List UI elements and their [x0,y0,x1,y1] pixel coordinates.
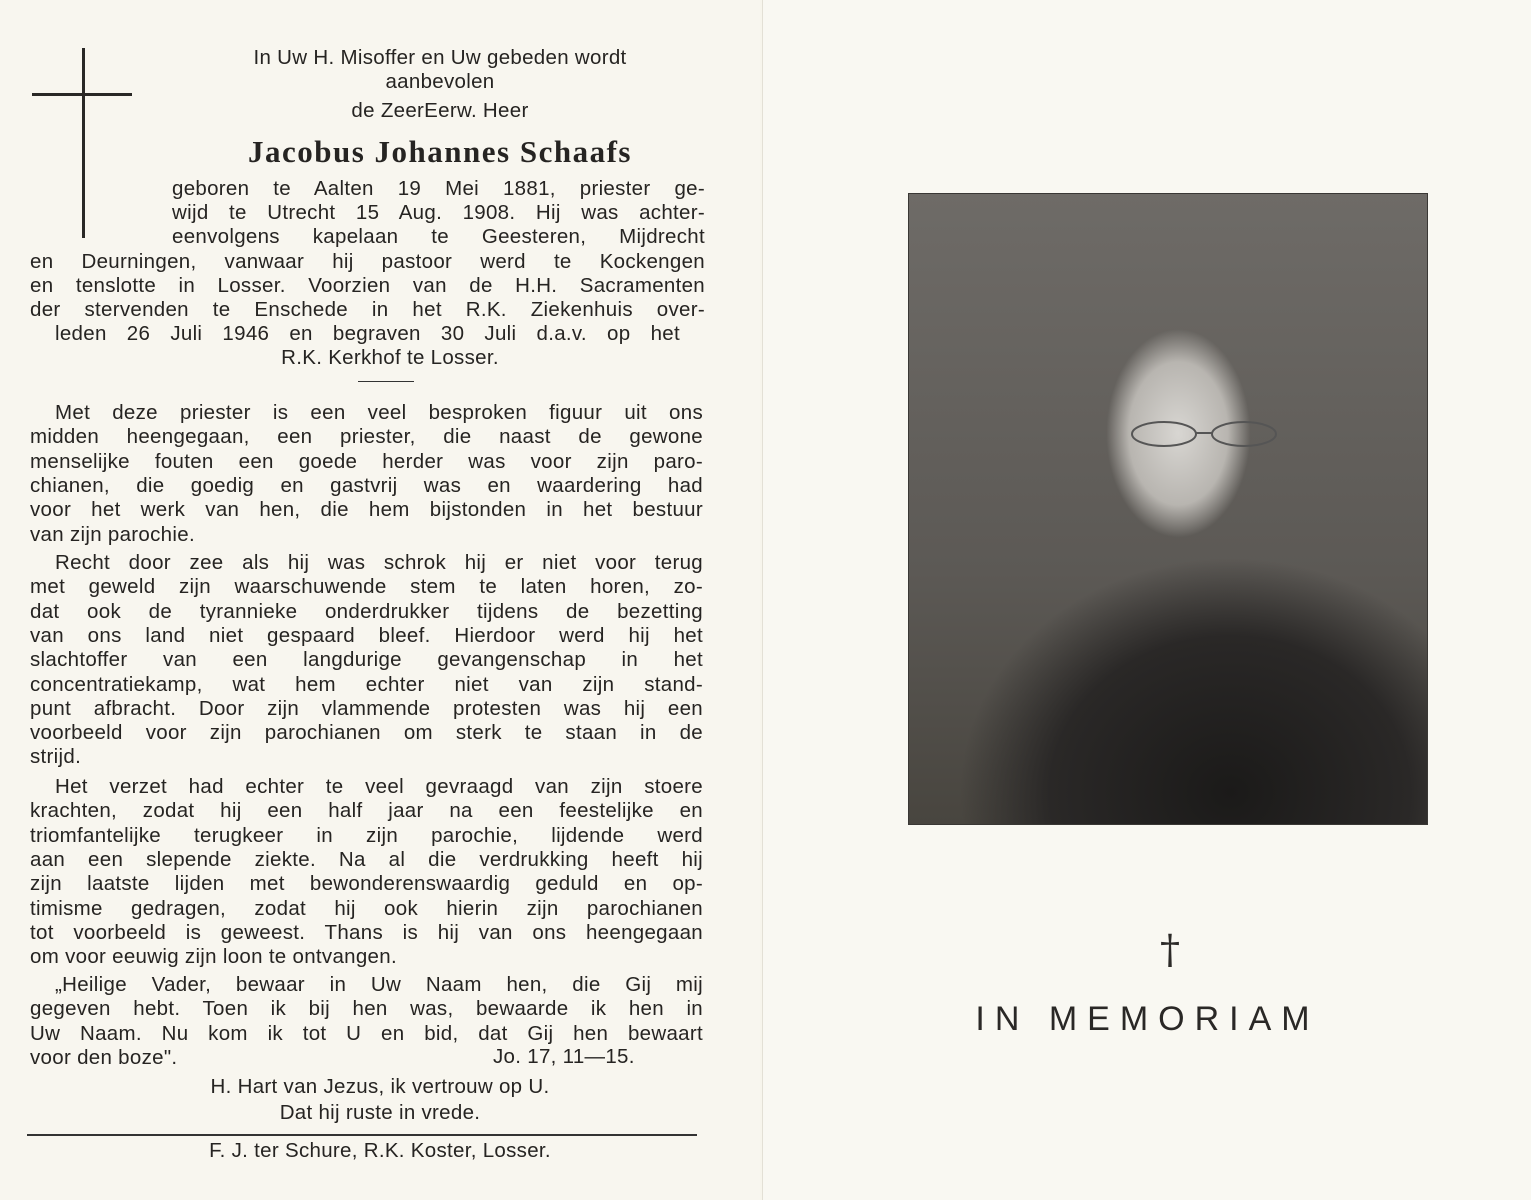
paragraph-line: midden heengegaan, een priester, die naast de gewone [30,425,703,449]
paragraph-line: Het verzet had echter te veel gevraagd van zijn stoere [55,775,703,798]
paragraph-line: triomfantelijke terugkeer in zijn parochie, lijdende werd [30,823,703,847]
paragraph-line: om voor eeuwig zijn loon te ontvangen. [30,945,397,969]
paragraph-line: van zijn parochie. [30,522,195,546]
bio-line: geboren te Aalten 19 Mei 1881, priester ge- [172,177,705,200]
glasses-detail [1119,419,1289,449]
bio-line: wijd te Utrecht 15 Aug. 1908. Hij was achter- [172,201,705,225]
header-line: aanbevolen [385,70,495,93]
bio-line: R.K. Kerkhof te Losser. [281,346,499,370]
header-line: In Uw H. Misoffer en Uw gebeden wordt [253,46,627,69]
paragraph-line: punt afbracht. Door zijn vlammende protesten was hij een [30,696,703,720]
bio-line: leden 26 Juli 1946 en begraven 30 Juli d.a.v. op het [55,322,680,346]
paragraph-line: concentratiekamp, wat hem echter niet van zijn stand- [30,672,703,696]
footer-rule [27,1134,697,1136]
bio-line: der stervenden te Enschede in het R.K. Ziekenhuis over- [30,298,705,321]
paragraph-line: gegeven hebt. Toen ik bij hen was, bewaarde ik hen in [30,997,703,1021]
portrait-photo [908,193,1428,825]
paragraph-line: met geweld zijn waarschuwende stem te laten horen, zo- [30,575,703,599]
divider [358,381,414,382]
paragraph-line: zijn laatste lijden met bewonderenswaardig geduld en op- [30,872,703,896]
cross-icon [82,48,85,238]
paragraph-line: strijd. [30,745,82,769]
paragraph-line: menselijke fouten een goede herder was voor zijn paro- [30,449,703,473]
quote-reference: Jo. 17, 11—15. [493,1045,635,1068]
paragraph-line: dat ook de tyrannieke onderdrukker tijdens de bezetting [30,599,703,623]
paragraph-line: voor den boze". [30,1045,178,1069]
paragraph-line: slachtoffer van een langdurige gevangenschap in het [30,648,703,672]
cross-icon: † [1160,927,1180,973]
paragraph-line: voorbeeld voor zijn parochianen om sterk te staan in de [30,721,703,745]
paragraph-line: krachten, zodat hij een half jaar na een feestelijke en [30,799,703,823]
closing-line: H. Hart van Jezus, ik vertrouw op U. [210,1075,550,1098]
bio-line: en Deurningen, vanwaar hij pastoor werd te Kockengen [30,249,705,273]
cross-icon-bar [32,93,132,96]
paragraph-line: tot voorbeeld is geweest. Thans is hij van ons heengegaan [30,920,703,944]
paragraph-line: chianen, die goedig en gastvrij was en waardering had [30,473,703,497]
bio-line: en tenslotte in Losser. Voorzien van de H.H. Sacramenten [30,273,705,297]
card-text-page [0,0,760,1200]
paragraph-line: voor het werk van hen, die hem bijstonden in het bestuur [30,498,703,522]
card-photo-page [762,0,1531,1200]
paragraph-line: „Heilige Vader, bewaar in Uw Naam hen, die Gij mij [55,973,703,996]
paragraph-line: Uw Naam. Nu kom ik tot U en bid, dat Gij hen bewaart [30,1021,703,1045]
in-memoriam-title: IN MEMORIAM [975,1000,1320,1038]
closing-line: Dat hij ruste in vrede. [279,1101,481,1124]
paragraph-line: Met deze priester is een veel besproken figuur uit ons [55,401,703,424]
paragraph-line: aan een slepende ziekte. Na al die verdrukking heeft hij [30,847,703,871]
printer-credit: F. J. ter Schure, R.K. Koster, Losser. [209,1139,551,1162]
header-line: de ZeerEerw. Heer [351,99,529,122]
paragraph-line: timisme gedragen, zodat hij ook hierin zijn parochianen [30,896,703,920]
paragraph-line: van ons land niet gespaard bleef. Hierdoor werd hij het [30,623,703,647]
deceased-name: Jacobus Johannes Schaafs [248,134,632,169]
paragraph-line: Recht door zee als hij was schrok hij er niet voor terug [55,551,703,574]
bio-line: eenvolgens kapelaan te Geesteren, Mijdrecht [172,225,705,249]
